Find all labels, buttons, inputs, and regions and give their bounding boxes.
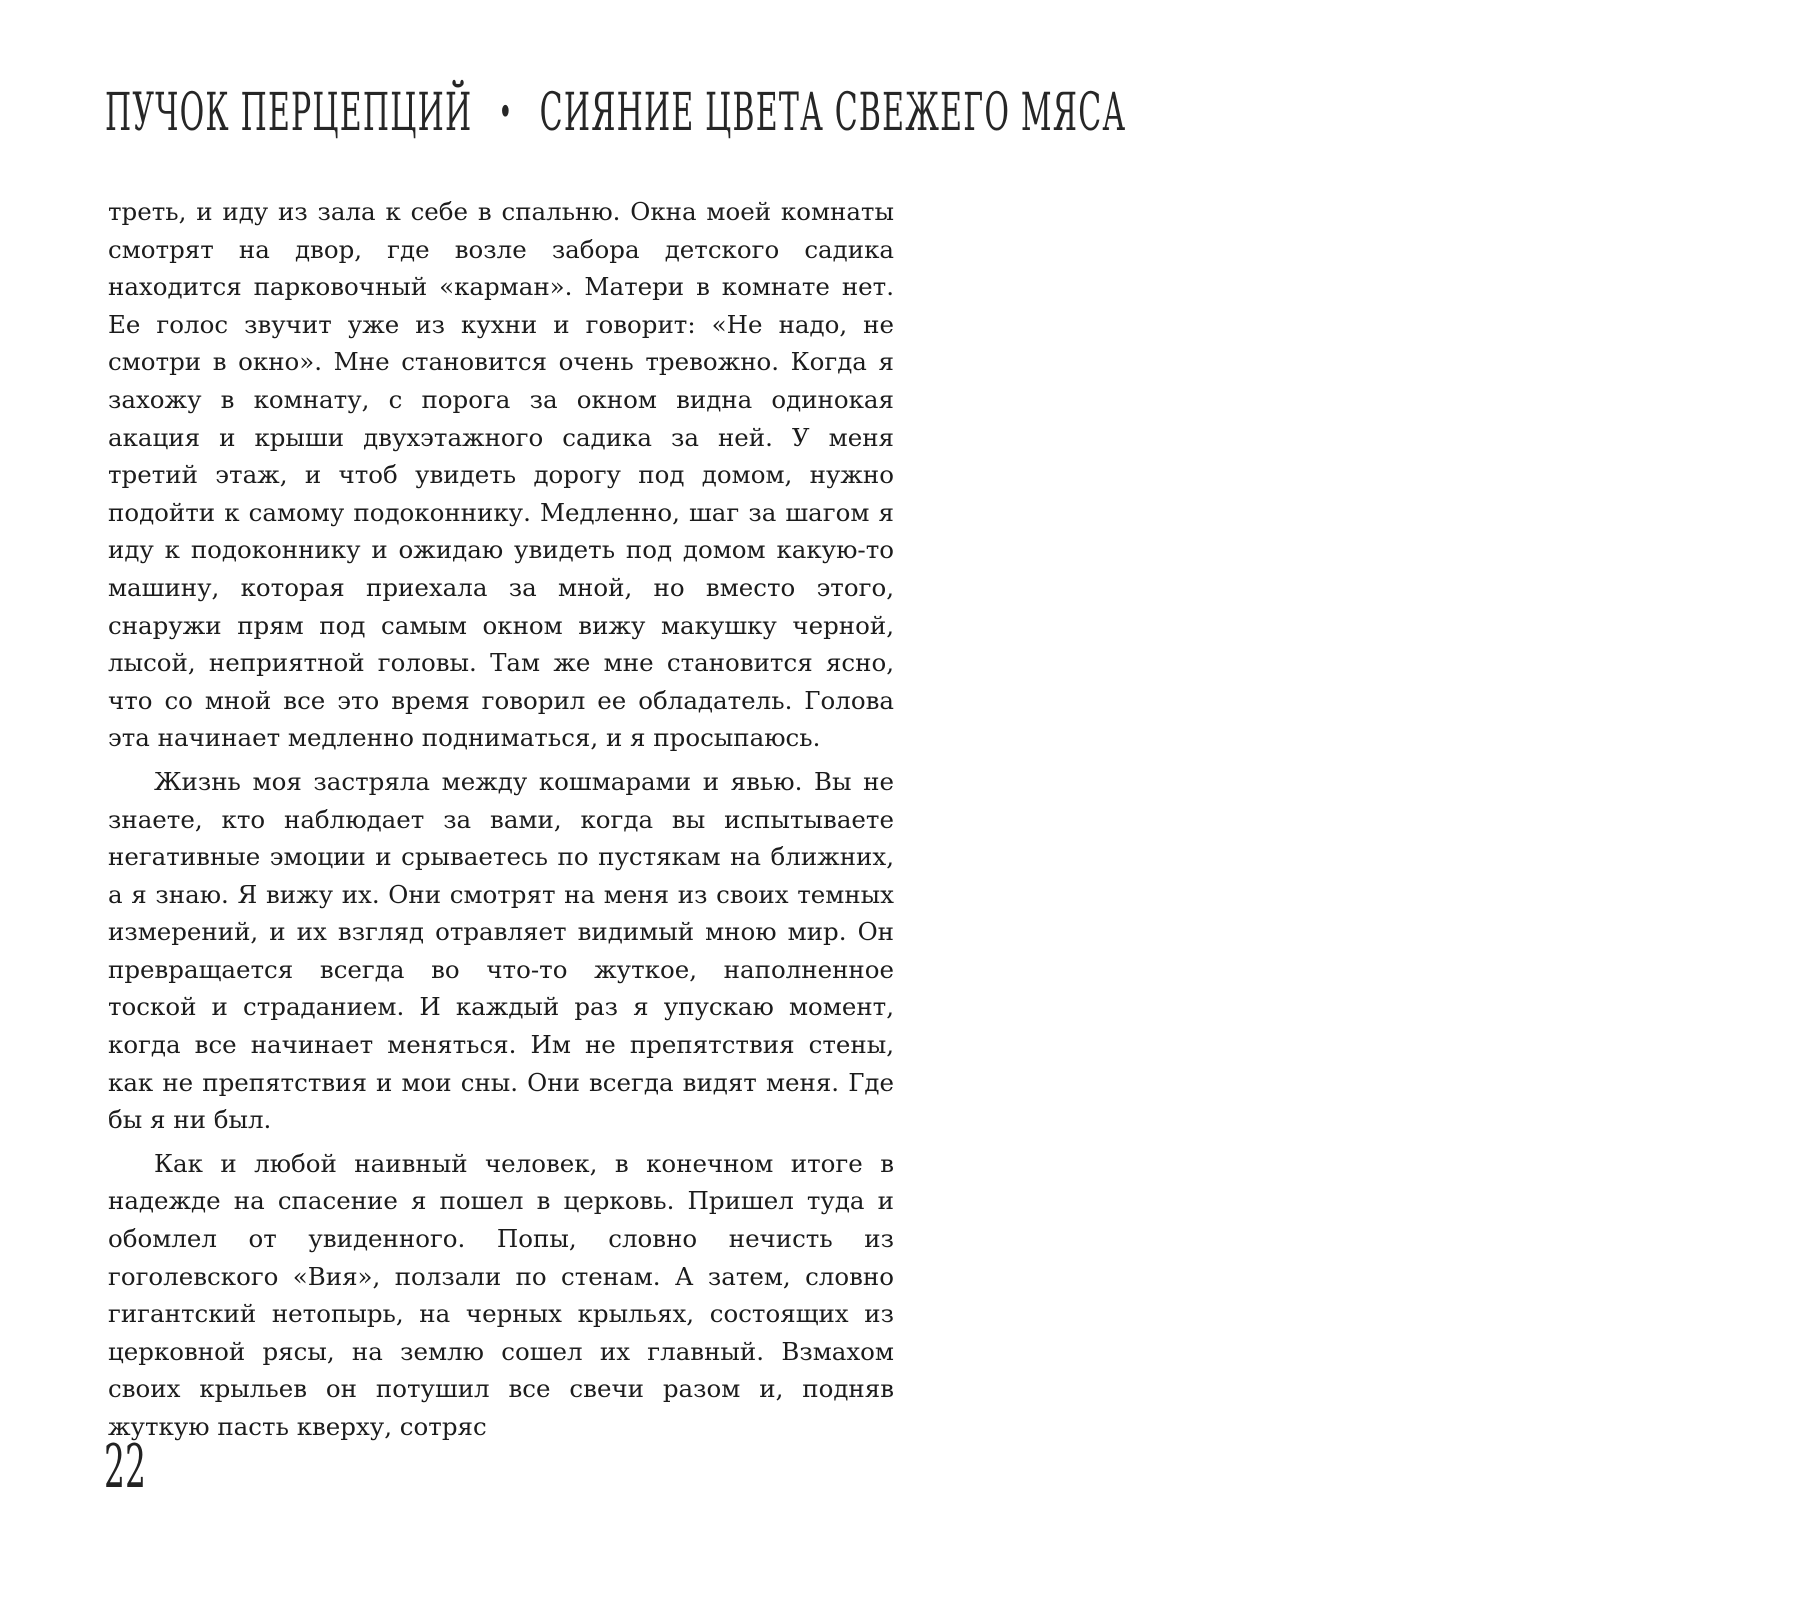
running-head-chapter: СИЯНИЕ ЦВЕТА СВЕЖЕГО МЯСА: [539, 81, 1127, 143]
body-text: [108, 193, 894, 1446]
running-head-separator: •: [498, 88, 514, 135]
paragraph: Как и любой наивный человек, в конечном итоге в надежде на спасение я пошел в церковь. Пришел туда и обомлел от увиденного. Попы, словно нечисть из гоголевского «Вия», ползали по стенам. А затем, словно гигантский нетопырь, на черных крыльях, состоящих из церковной рясы, на землю сошел их главный. Взмахом своих крыльев он потушил все свечи разом и, подняв жуткую пасть кверху, сотряс: [108, 1148, 894, 1441]
running-head-text: [105, 59, 1126, 168]
paragraph: Жизнь моя застряла между кошмарами и явью. Вы не знаете, кто наблюдает за вами, когда вы испытываете негативные эмоции и срываетесь по пустякам на ближних, а я знаю. Я вижу их. Они смотрят на меня из своих темных измерений, и их взгляд отравляет видимый мною мир. Он превращается всегда во что-то жуткое, наполненное тоской и страданием. И каждый раз я упускаю момент, когда все начинает меняться. Им не препятствия стены, как не препятствия и мои сны. Они всегда видят меня. Где бы я ни был.: [108, 766, 894, 1135]
paragraph-continued: треть, и иду из зала к себе в спальню. Окна моей комнаты смотрят на двор, где возле забора детского садика находится парковочный «карман». Матери в комнате нет. Ее голос звучит уже из кухни и говорит: «Не надо, не смотри в окно». Мне становится очень тревожно. Когда я захожу в комнату, с порога за окном видна одинокая акация и крыши двухэтажного садика за ней. У меня третий этаж, и чтоб увидеть дорогу под домом, нужно подойти к самому подоконнику. Медленно, шаг за шагом я иду к подоконнику и ожидаю увидеть под домом какую-то машину, которая приехала за мной, но вместо этого, снаружи прям под самым окном вижу макушку черной, лысой, неприятной головы. Там же мне становится ясно, что со мной все это время говорил ее обладатель. Голова эта начинает медленно подниматься, и я просыпаюсь.: [108, 197, 894, 753]
running-head: [105, 62, 1127, 162]
running-head-series: ПУЧОК ПЕРЦЕПЦИЙ: [105, 81, 473, 143]
page-number: 22: [104, 1432, 146, 1502]
